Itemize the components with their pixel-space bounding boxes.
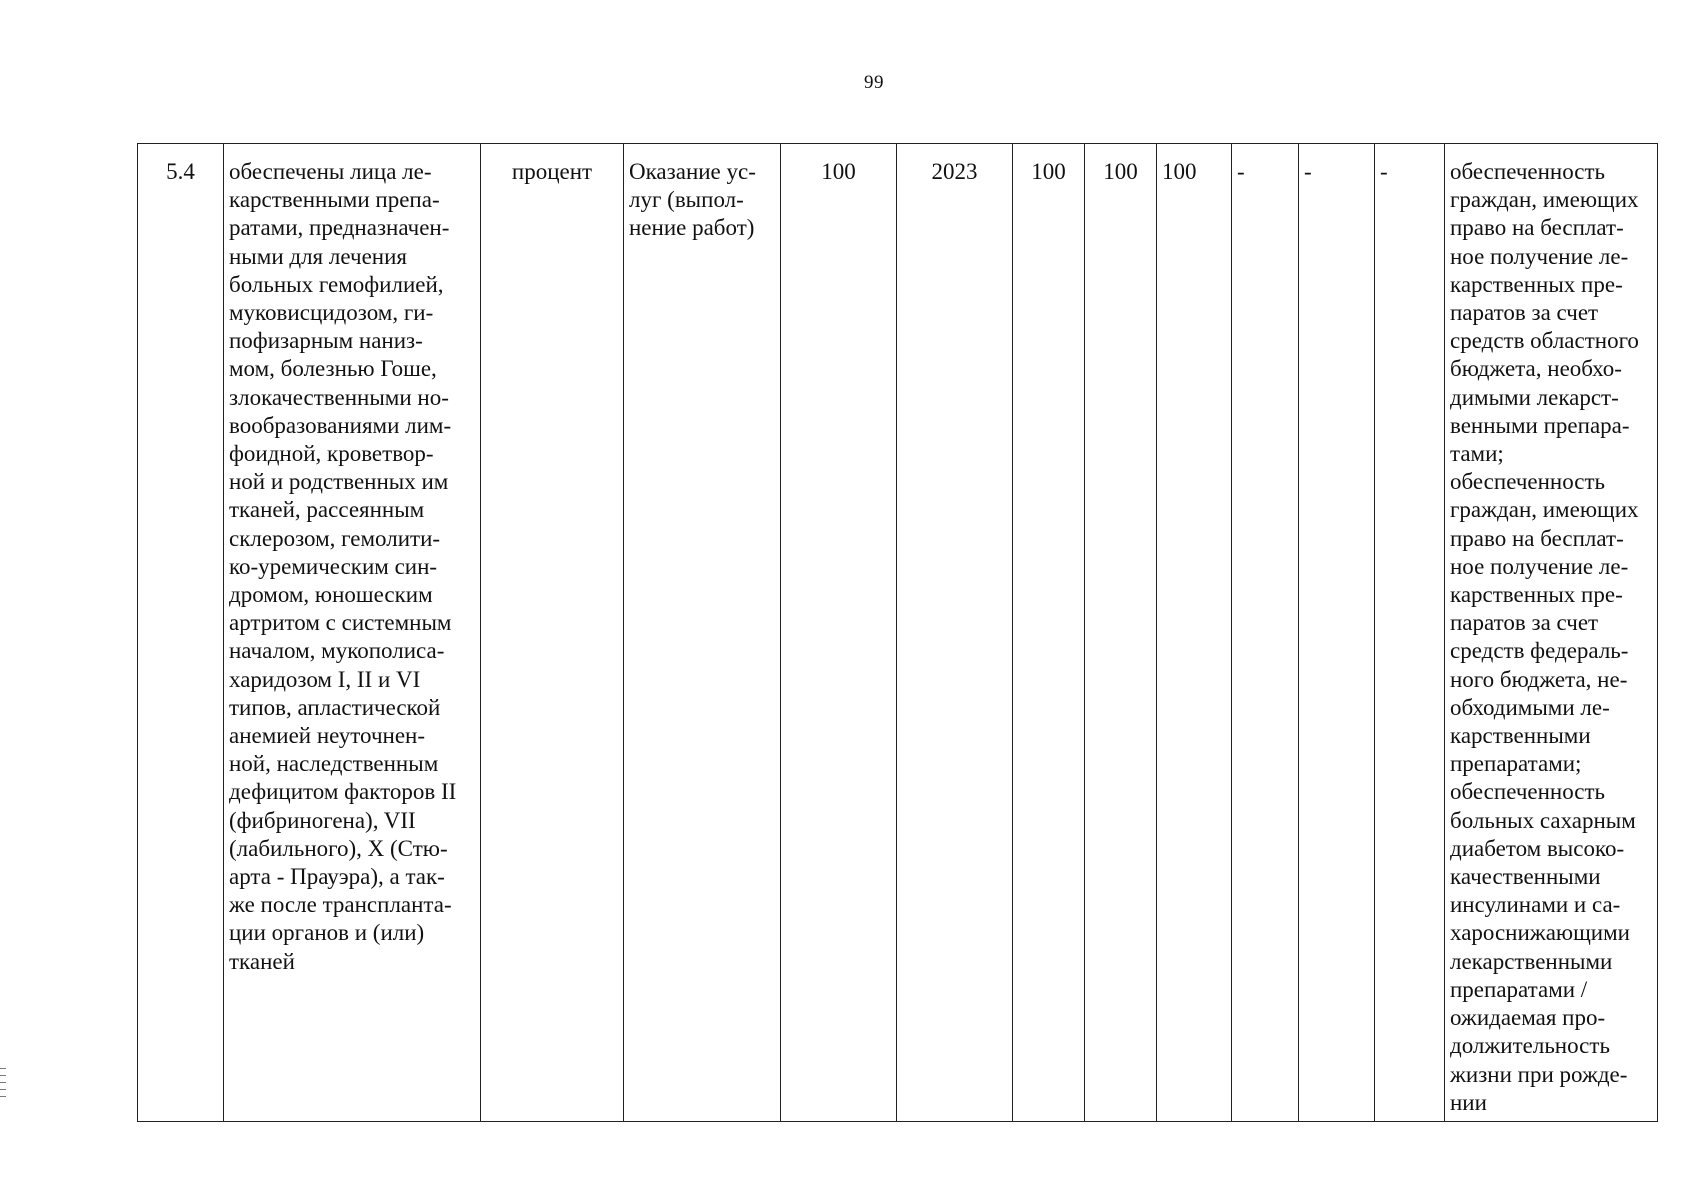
description-cell: обеспечены лица ле- карственными препа- ратами, предназначен- ными для лечения больных гемофилией, муковисцидозом, ги- пофизарным наниз- мом, болезнью Гоше, злокачественными но- вообразованиями лим- фоидной, кроветвор- ной и родственных им тканей, рассеянным склерозом, гемолити- ко-уремическим син- дромом, юношеским артритом с системным началом, мукополиса- харидозом I, II и VI типов, апластической анемией неуточнен- ной, наследственным дефицитом факторов II (фибриногена), VII (лабильного), X (Стю- арта - Прауэра), а так- же после транспланта- ции органов и (или) тканей <box>224 144 481 1122</box>
page-number: 99 <box>864 72 884 93</box>
value-cell-2: 100 <box>1085 144 1157 1122</box>
value-cell-1: 100 <box>1013 144 1085 1122</box>
row-index-cell: 5.4 <box>138 144 224 1122</box>
base-value-cell: 100 <box>781 144 897 1122</box>
value-cell-6: - <box>1375 144 1445 1122</box>
base-year-cell: 2023 <box>897 144 1013 1122</box>
value-cell-3: 100 <box>1157 144 1232 1122</box>
value-cell-5: - <box>1299 144 1375 1122</box>
value-cell-4: - <box>1232 144 1299 1122</box>
unit-cell: процент <box>481 144 624 1122</box>
program-indicators-table <box>137 143 1658 1122</box>
table-row <box>138 144 1658 1122</box>
type-cell: Оказание ус- луг (выпол- нение работ) <box>624 144 781 1122</box>
scan-margin-marks <box>0 1068 6 1104</box>
indicators-cell: обеспеченность граждан, имеющих право на бесплат- ное получение ле- карственных пре- паратов за счет средств областного бюджета, необхо- димыми лекарст- венными препара- тами; обеспеченность граждан, имеющих право на бесплат- ное получение ле- карственных пре- паратов за счет средств федераль- ного бюджета, не- обходимыми ле- карственными препаратами; обеспеченность больных сахарным диабетом высоко- качественными инсулинами и са- хароснижающими лекарственными препаратами / ожидаемая про- должительность жизни при рожде- нии <box>1445 144 1658 1122</box>
